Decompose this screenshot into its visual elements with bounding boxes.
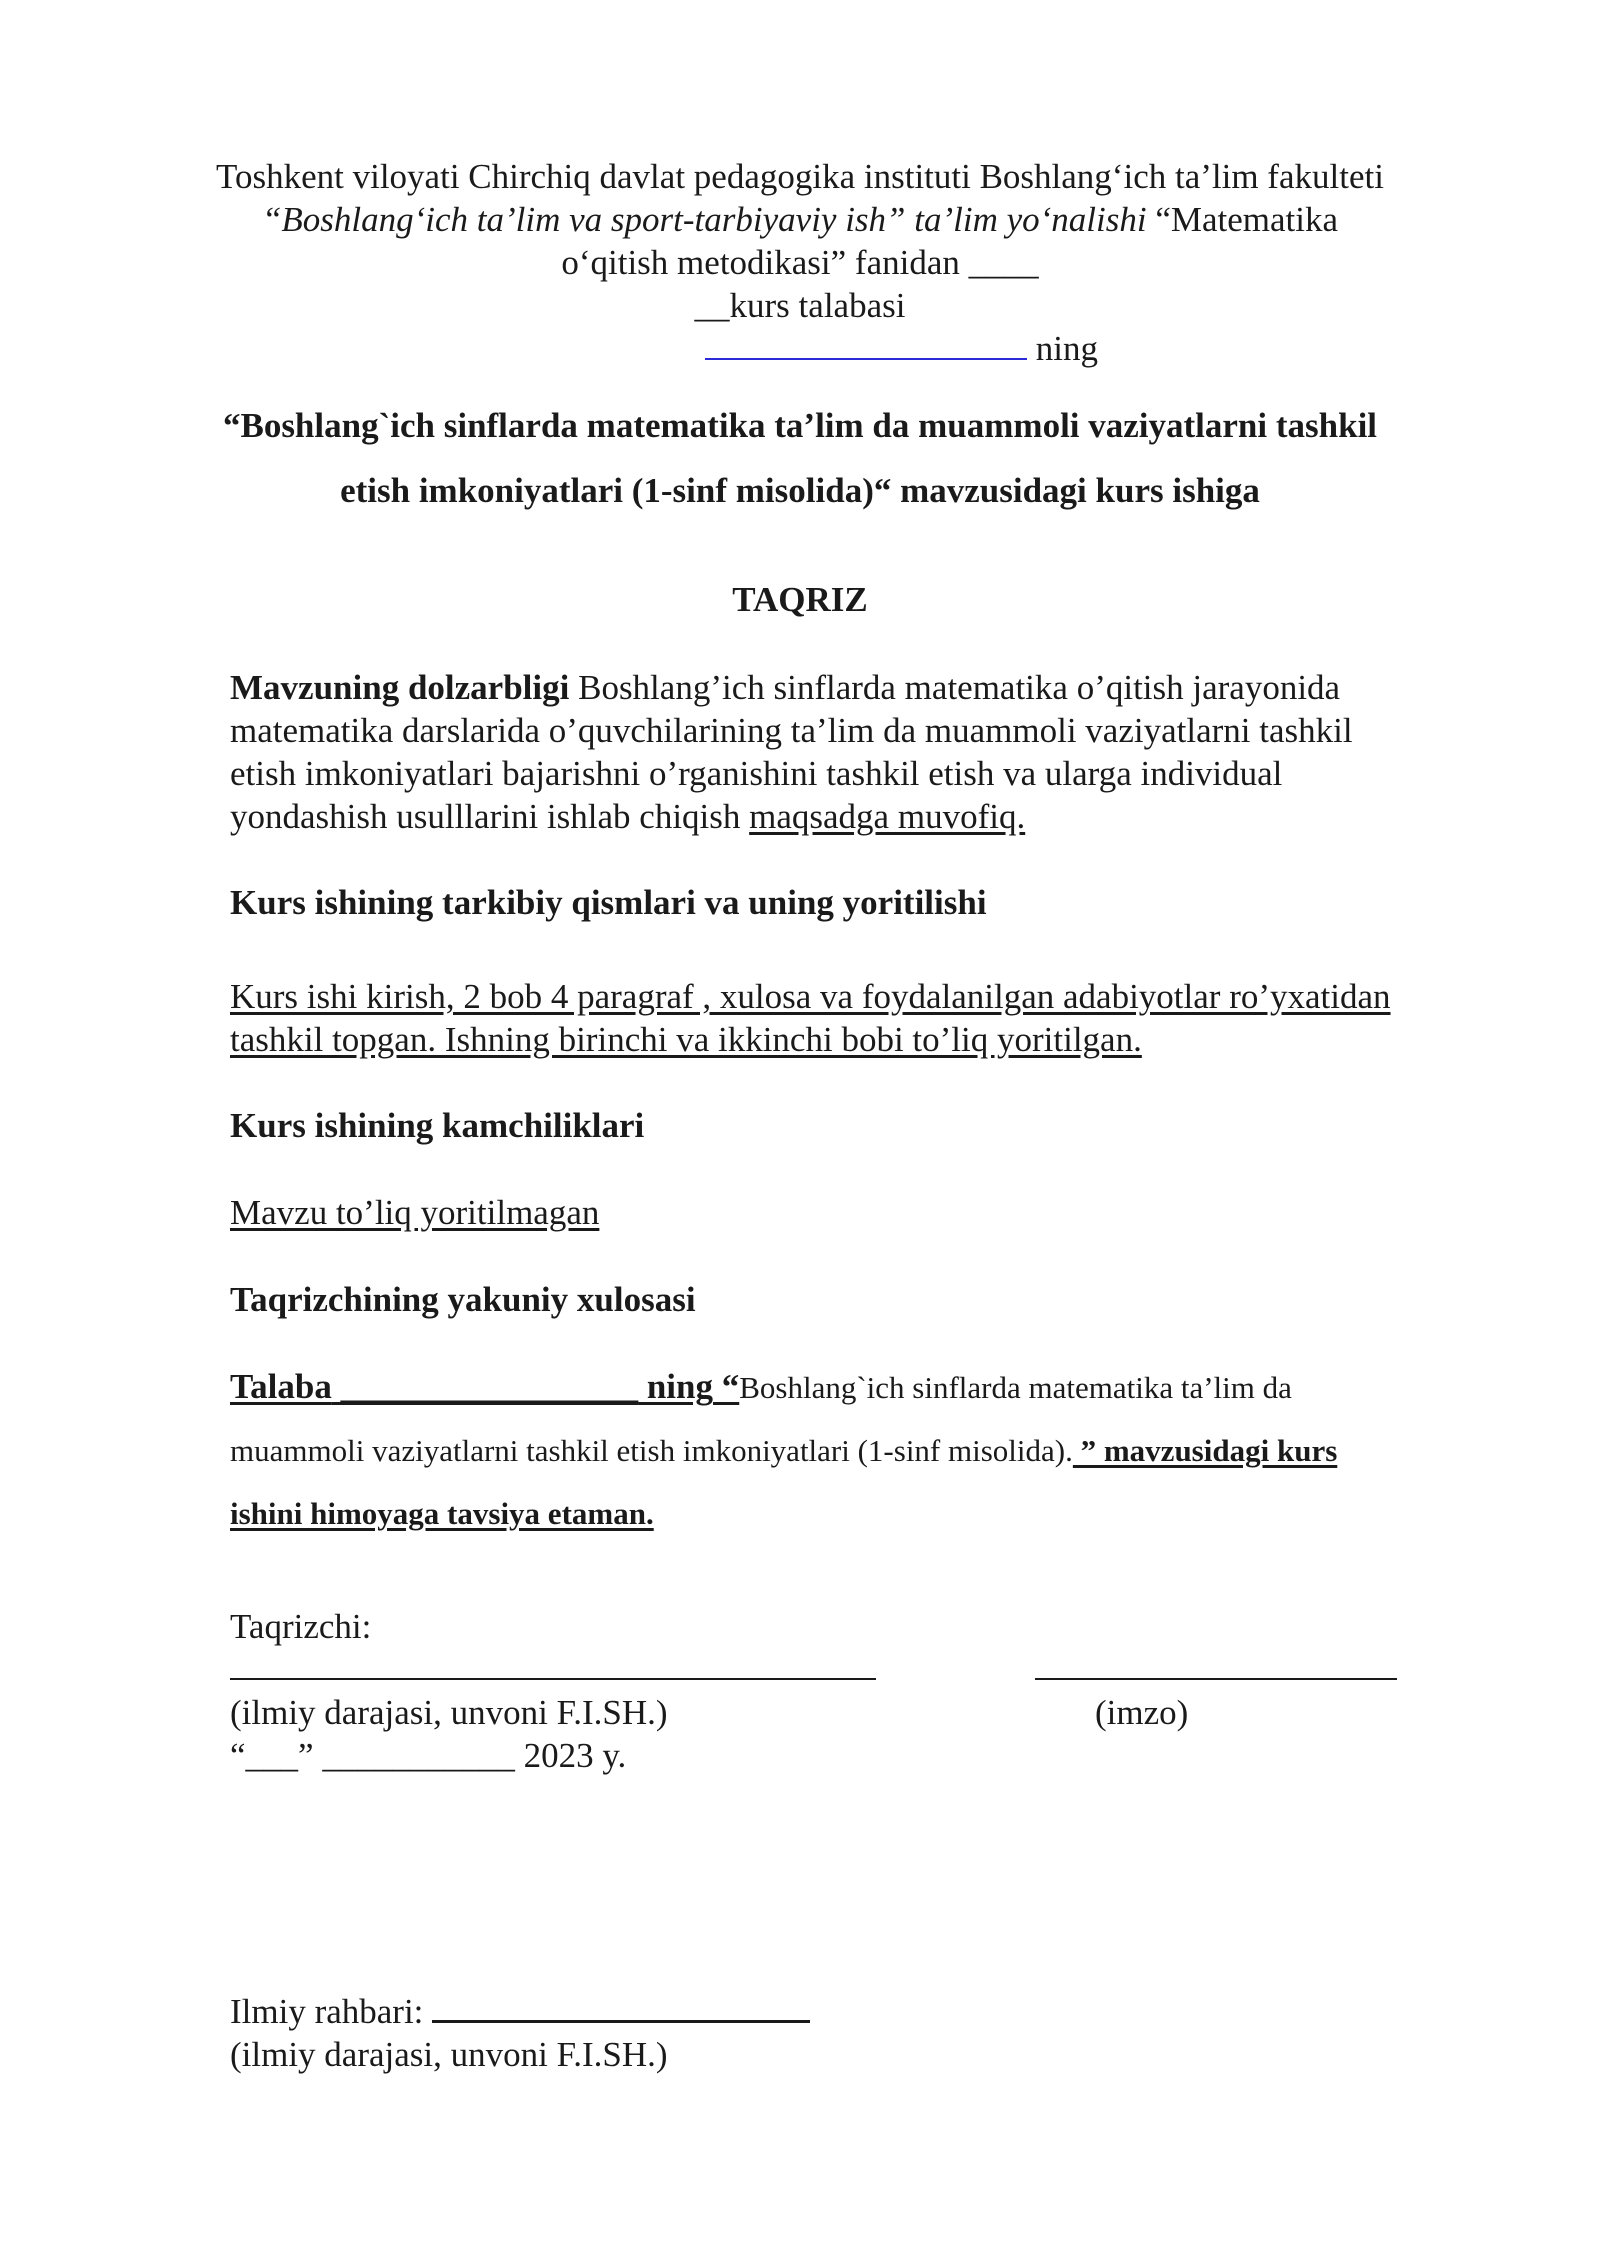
supervisor-line bbox=[230, 1990, 810, 2034]
document-title: TAQRIZ bbox=[732, 580, 868, 619]
structure-heading: Kurs ishining tarkibiy qismlari va uning yoritilishi bbox=[230, 883, 987, 922]
reviewer-name-line[interactable] bbox=[230, 1678, 876, 1680]
conclusion-heading: Taqrizchining yakuniy xulosasi bbox=[230, 1280, 696, 1319]
topic-line-2: etish imkoniyatlari (1-sinf misolida)“ mavzusidagi kurs ishiga bbox=[340, 471, 1260, 510]
talaba-name-blank[interactable]: _________________ bbox=[331, 1367, 639, 1406]
relevance-heading: Mavzuning dolzarbligi bbox=[230, 668, 570, 707]
shortcomings-heading: Kurs ishining kamchiliklari bbox=[230, 1106, 645, 1145]
conclusion-line-1 bbox=[230, 1365, 1292, 1410]
supervisor-label: Ilmiy rahbari: bbox=[230, 1992, 433, 2031]
subject-start: “Matematika bbox=[1146, 200, 1339, 239]
reviewer-signature-line[interactable] bbox=[1035, 1678, 1397, 1680]
student-name-suffix: ning bbox=[1027, 329, 1098, 368]
conclusion-bold-1: ” mavzusidagi kurs bbox=[1072, 1433, 1338, 1468]
program-name: “Boshlang‘ich ta’lim va sport-tarbiyaviy ish” ta’lim yo‘nalishi bbox=[261, 200, 1147, 239]
talaba-ning: ning bbox=[638, 1367, 713, 1406]
talaba-label: Talaba bbox=[230, 1367, 332, 1406]
open-quote: “ bbox=[712, 1367, 740, 1406]
relevance-conclusion: maqsadga muvofiq. bbox=[749, 797, 1026, 836]
relevance-line-1 bbox=[230, 666, 1340, 710]
relevance-line-4 bbox=[230, 795, 1025, 839]
relevance-line-3: etish imkoniyatlari bajarishni o’rganishini tashkil etish va ularga individual bbox=[230, 754, 1283, 793]
relevance-text-4: yondashish usulllarini ishlab chiqish bbox=[230, 797, 750, 836]
reviewer-caption: (ilmiy darajasi, unvoni F.I.SH.) bbox=[230, 1693, 668, 1732]
supervisor-name-blank[interactable] bbox=[432, 1994, 810, 2023]
signature-caption: (imzo) bbox=[1095, 1693, 1189, 1732]
reviewer-label: Taqrizchi: bbox=[230, 1607, 372, 1646]
relevance-line-2: matematika darslarida o’quvchilarining ta’lim da muammoli vaziyatlarni tashkil bbox=[230, 711, 1353, 750]
structure-line-1: Kurs ishi kirish, 2 bob 4 paragraf , xulosa va foydalanilgan adabiyotlar ro’yxatidan bbox=[230, 977, 1391, 1016]
conclusion-recommendation: ishini himoyaga tavsiya etaman. bbox=[230, 1496, 654, 1531]
topic-line-1: “Boshlang`ich sinflarda matematika ta’lim da muammoli vaziyatlarni tashkil bbox=[222, 406, 1378, 445]
conclusion-topic-1: Boshlang`ich sinflarda matematika ta’lim da bbox=[739, 1370, 1292, 1405]
student-name-blank[interactable] bbox=[705, 328, 1027, 360]
supervisor-caption: (ilmiy darajasi, unvoni F.I.SH.) bbox=[230, 2035, 668, 2074]
subject-line: o‘qitish metodikasi” fanidan ____ bbox=[561, 243, 1039, 282]
student-name-line bbox=[705, 327, 1098, 371]
structure-line-2: tashkil topgan. Ishning birinchi va ikkinchi bobi to’liq yoritilgan. bbox=[230, 1020, 1142, 1059]
conclusion-line-2 bbox=[230, 1428, 1337, 1473]
relevance-text-1: Boshlang’ich sinflarda matematika o’qitish jarayonida bbox=[569, 668, 1341, 707]
program-line bbox=[0, 198, 1600, 242]
course-year-line: __kurs talabasi bbox=[694, 286, 906, 325]
institution-line: Toshkent viloyati Chirchiq davlat pedagogika instituti Boshlang‘ich ta’lim fakulteti bbox=[216, 157, 1384, 196]
review-date: “___” ___________ 2023 y. bbox=[230, 1736, 627, 1775]
shortcomings-text: Mavzu to’liq yoritilmagan bbox=[230, 1193, 600, 1232]
conclusion-topic-2: muammoli vaziyatlarni tashkil etish imkoniyatlari (1-sinf misolida). bbox=[230, 1433, 1073, 1468]
